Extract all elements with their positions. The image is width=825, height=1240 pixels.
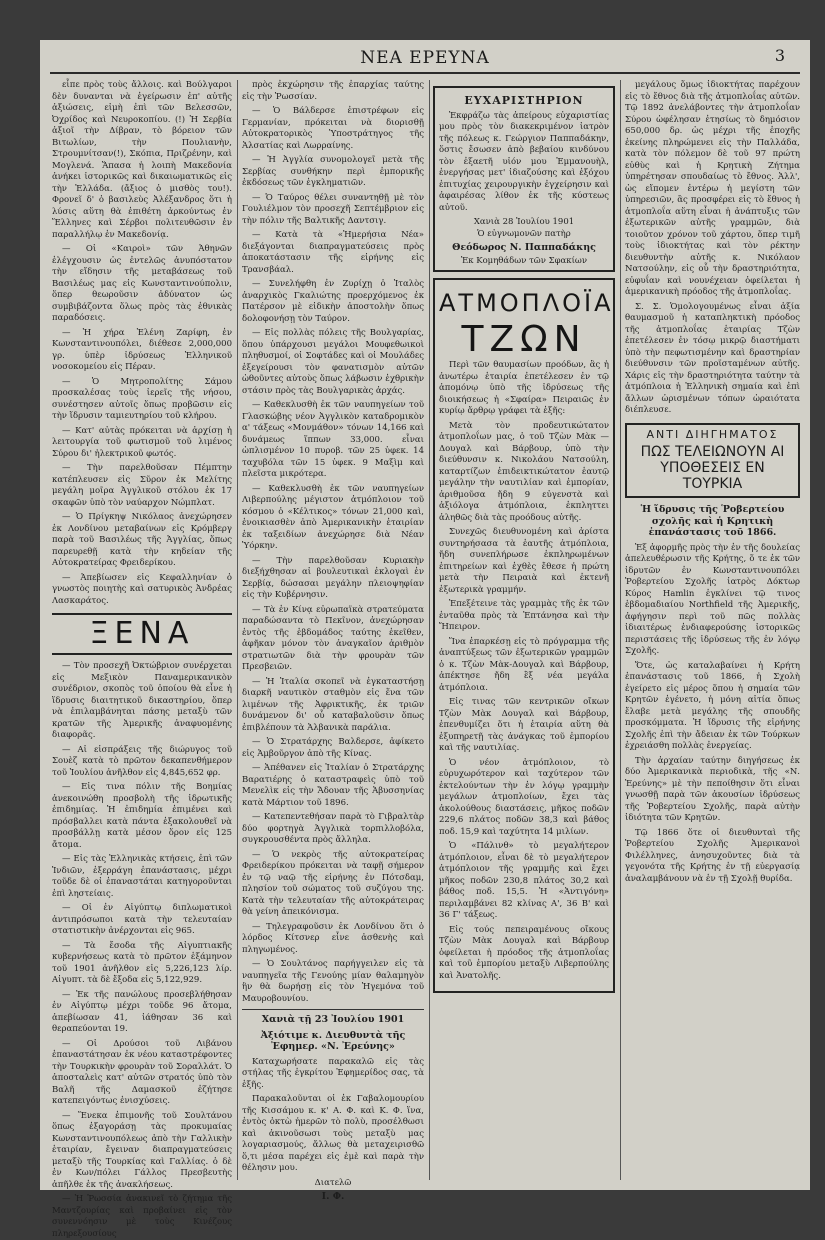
news-item: — Τηλεγραφοῦσιν ἐκ Λονδίνου ὅτι ὁ λόρδος Κίτσνερ εἶνε ἀσθενὴς καὶ πληγωμένος.: [242, 921, 424, 955]
atmoploia-article: [433, 278, 615, 993]
column-3: [433, 80, 615, 1180]
thanks-date: Χανιὰ 28 Ἰουλίου 1901: [473, 217, 575, 227]
news-item: — Ὁ Ταύρος θέλει συναντηθῇ μὲ τὸν Γουλιέλμον τὸν προσεχῆ Σεπτέμβριον εἰς τὴν πόλιν τῆς Βαλτικῆς Δαντσιγ.: [242, 192, 424, 226]
news-item: — Οἱ ἐν Αἰγύπτῳ διπλωματικοὶ ἀντιπρόσωποι κατὰ τὴν τελευταίαν στατιστικὴν ἀνέρχονται εἰς 965.: [52, 903, 232, 936]
news-item: — Ἡ Ῥωσσία ἀνακινεῖ τὸ ζήτημα τῆς Μαντζουρίας καὶ προβαίνει εἰς τὸν συνεννόησιν μὲ τοὺς Κινέζους πληρεξουσίους: [52, 1194, 232, 1239]
article-paragraph: Ἵνα ἐπαρκέσῃ εἰς τὸ πρόγραμμα τῆς ἀναπτύξεως τῶν ἐξωτερικῶν γραμμῶν ὁ κ. Τζὼν Μὰκ-Δουγαλ καὶ Βάρβουρ, ἀπέκτησε ἤδη ἓξ νέα μεγάλα ἀτμόπλοια.: [439, 636, 609, 693]
news-item: πρὸς ἐκχώρησιν τῆς ἐπαρχίας ταύτης εἰς τὴν Ῥωσσίαν.: [242, 80, 424, 102]
column-2: [242, 80, 424, 1202]
news-item: — Εἰς τινα πόλιν τῆς Βοημίας ἀνεκοινώθη προσβολὴ τῆς ἰδρωτικῆς ἐπιδημίας. Ἡ ἐπιδημία ἐπιμένει καὶ πρόσβαλλει κατὰ πάντα ἐξακολουθεῖ νὰ προσβάλλῃ κατὰ μέσον ὅρον εἰς 125 ἄτομα.: [52, 782, 232, 850]
news-item: — Ἐκ τῆς πανώλους προσεβλήθησαν ἐν Αἰγύπτῳ μέχρι τοῦδε 96 ἄτομα, ἀπεβίωσαν 41, ἰάθησαν 36 καὶ θεραπεύονται 19.: [52, 989, 232, 1034]
news-item: — Τὰ ἐν Κίνᾳ εὐρωπαϊκὰ στρατεύματα παραδώσαντα τὸ Πεκῖνον, ἀνεχώρησαν ἐντὸς τῆς ἑβδομάδος ταύτης ἐκεῖθεν, ἀφῆκαν μόνον τὸν ἀναγκαῖον ἀριθμὸν στρατιωτῶν διὰ τὴν φρουρὰν τῶν Πρεσβειῶν.: [242, 604, 424, 672]
news-item: — Ἡ Ἀγγλία συνομολογεῖ μετὰ τῆς Σερβίας συνθήκην περὶ ἐμπορικῆς ἐκδόσεως τῶν ἐγκληματιῶν.: [242, 155, 424, 188]
newspaper-page: [40, 40, 810, 1239]
news-item: — Ὁ Πρίγκηψ Νικόλαος ἀνεχώρησεν ἐκ Λονδίνου μεταβαίνων εἰς Κρόμβεργ παρὰ τοῦ Βασιλέως τῆς Ἀγγλίας, ὅπως παρευρεθῇ κατὰ τὴν κηδείαν τῆς Αὐτοκρατείρας Φρειδερίκου.: [52, 512, 232, 568]
news-item: — Συνελήφθη ἐν Ζυρίχῃ ὁ Ἰταλὸς ἀναρχικὸς Γκαλιώτης προερχόμενος ἐκ Πατέρσον μὲ εἰδικὴν ἀποστολὴν ὅπως δολοφονήσῃ τὸν Ταύρον.: [242, 279, 424, 324]
anti-diigimatos-label: ΑΝΤΙ ΔΙΗΓΗΜΑΤΟΣ: [646, 427, 779, 441]
thanks-text: Ἐκφράζω τὰς ἀπείρους εὐχαριστίας μου πρὸς τὸν διακεκριμένον ἰατρὸν τῆς πόλεως κ. Γεώργιον Παππαδάκην, ὅστις ἔσωσεν ἀπὸ βεβαίου κινδύνου τὸν ἐξαετῆ υἱόν μου Ἐμμανουὴλ, ἐνεργήσας μετ' ἰδιαζούσης καὶ ἐξόχου ἐπιτυχίας χειρουργικὴν ἐγχείρησιν καὶ ἀφαιρέσας λίθον ἐκ τῆς κύστεως αὐτοῦ.: [439, 110, 609, 213]
article-paragraph: Σ. Σ. Ὁμολογουμένως εἶναι ἀξία θαυμασμοῦ ἡ καταπληκτικὴ πρόοδος τῆς ἀτμοπλοΐας ἑταιρίας Τζὼν ἐπετέλεσεν ἐν τόσῳ μικρῷ διαστήματι ὑπὸ τὴν πεφωτισμένην καὶ δραστηρίαν διεύθυνσιν τῶν προϊσταμένων αὐτῆς. Χάρις εἰς τὴν δραστηριότητα ταύτην τὰ ἀτμόπλοια ἡ Ἑλληνικὴ σημαία καὶ ἐπὶ ἄλλων ὡρισμένων τόπων ὡραιότατα διέπλευσε.: [625, 301, 800, 415]
article-paragraph: Ἐπεξέτεινε τὰς γραμμὰς τῆς ἐκ τῶν ἐνταῦθα πρὸς τὰ Ἐπτάνησα καὶ τὴν Ἤπειρον.: [439, 599, 609, 632]
article-paragraph: Μετὰ τὸν προδευτικώτατον ἀτμοπλοΐων μας, ὁ τοῦ Τζὼν Μὰκ — Δουγαλ καὶ Βάρβουρ, ὑπὸ τὴν διεύθυνσιν κ. Νικολάου Νατσούλη, καταρτίζων ἐπιδεικτικώτατον ἑαυτῷ μεγάλην τὴν ναυτιλίαν καὶ ἐμπορίαν, ἀριθμοῦσα ἤδη 9 εὐγενστὰ καὶ ἀξιόλογα ἀτμόπλοια, ἐκπληττει ἀληθῶς διὰ τὰς προόδους αὐτῆς.: [439, 420, 609, 523]
column-4: [625, 80, 800, 1180]
news-item: — Κατ' αὐτὰς πρόκειται νὰ ἀρχίσῃ ἡ λειτουργία τοῦ φωτισμοῦ τοῦ λιμένος Σύρου δι' ἠλεκτρικοῦ φωτός.: [52, 425, 232, 459]
header-rule: [50, 72, 800, 74]
letter-closing: Διατελῶ: [314, 1177, 352, 1188]
news-item: — Τὴν παρελθοῦσαν Κυριακὴν διεξήχθησαν αἱ βουλευτικαὶ ἐκλογαὶ ἐν Σερβίᾳ, δώσασαι μεγάλην πλειοψηφίαν εἰς τὴν Κυβέρνησιν.: [242, 555, 424, 600]
article-paragraph: Τῷ 1866 ὅτε οἱ διευθυνταὶ τῆς Ῥοβερτείου Σχολῆς Ἀμερικανοὶ Φιλέλληνες, ἀνησυχοῦντες διὰ τὰ γεγονότα τῆς Κρήτης ἐν τῇ εὐεργασίᾳ ἀναλαμβάνουν νὰ ἐν τῇ Σχολῇ θυρίδα.: [625, 827, 800, 884]
column-divider: [620, 80, 621, 1180]
thanks-title: ΕΥΧΑΡΙΣΤΗΡΙΟΝ: [464, 94, 584, 107]
anti-diigimatos-headline: ΠΩΣ ΤΕΛΕΙΩΝΟΥΝ ΑΙ ΥΠΟΘΕΣΕΙΣ ΕΝ ΤΟΥΡΚΙΑ: [640, 444, 785, 492]
article-paragraph: Ἐξ ἀφορμῆς πρὸς τὴν ἐν τῆς δουλείας ἀπελευθέρωσιν τῆς Κρήτης, ὅ τε ἐκ τῶν ἱδρυτῶν ἐν Κωνσταντινουπόλει Ῥοβερτείου Σχολῆς ἰατρὸς Δόκτωρ Κύρος Hamlin ἐγκλίνει τῷ τινος ἑβδομαδιαίου Northfield τῆς Ἀμερικῆς, ἀφήγησιν περὶ τοῦ πῶς πολλὰς ἰδιαιτέρως ἐνδιαφερούσης ἱστορικῶς περιστάσεις τῆς ἱδρύσεως τῆς ἐν λόγῳ Σχολῆς.: [625, 542, 800, 656]
article-paragraph: Συνεχῶς διευθυνομένη καὶ ἀρίστα συντηρήσασα τὰ ἐαυτῆς ἀτμόπλοια, ἤδη συνεπλήρωσε ἐκπληρωμένων ἐπιτηρείων καὶ ἐχθὲς ἔθεσε ἡ πρώτη μετὰ τὴν Πειραιὰ καὶ ἐκτενῆ ἐξωτερικὰ γραμμήν.: [439, 527, 609, 595]
column-1: [52, 80, 232, 1239]
news-item: — Τὰ ἔσοδα τῆς Αἰγυπτιακῆς κυβερνήσεως κατὰ τὸ πρῶτον ἑξάμηνον τοῦ 1901 ἀνῆλθον εἰς 5,226,123 λίρ. Αἰγυπτ. τὰ δὲ ἔξοδα εἰς 5,122,929.: [52, 940, 232, 985]
thanks-notice: [433, 86, 615, 272]
section-heading-xena: ΞΕΝΑ: [52, 613, 232, 655]
page-header: [40, 40, 810, 70]
article-subheading: Ἡ ἵδρυσις τῆς Ῥοβερτείου σχολῆς καὶ ἡ Κρητικὴ ἐπανάστασις τοῦ 1866.: [640, 504, 785, 538]
article-paragraph: Περὶ τῶν θαυμασίων προόδων, ἃς ἡ ἀνωτέρω ἑταιρία ἐπετέλεσεν ἐν τῷ ἀπομόνῳ ὑπὸ τῆς ἰδρύσεως τῆς διοικήσεως ἡ «Σφαίρα» Πειραιῶς ἐν κυρίῳ ἄρθρῳ γράφει τὰ ἑξῆς:: [439, 360, 609, 416]
letter-heading: Ἀξιότιμε κ. Διευθυντὰ τῆς Ἐφημερ. «Ν. Ἐρεύνης»: [260, 1029, 406, 1052]
thanks-subtitle: Ὁ εὐγνωμονῶν πατὴρ: [477, 228, 571, 239]
letter-paragraph: Καταχωρήσατε παρακαλῶ εἰς τὰς στήλας τῆς ἐγκρίτου Ἐφημερίδος σας, τὰ ἑξῆς.: [242, 1056, 424, 1090]
news-item: — Καθεκλυσθὴ ἐκ τῶν ναυπηγείων Λιβερπούλης μέγιστον ἀτμόπλοιον τοῦ κόσμου ὁ «Κέλτικος» τόνων 21,000 καὶ, ἐνοικιασθὲν ἀπὸ Ἀμερικανικὴν ἑταιρίαν ἐκ ταξειδίων ἀνεχώρησε διὰ Νέαν Ὑόρκην.: [242, 483, 424, 551]
letter-paragraph: Παρακαλοῦνται οἱ ἐκ Γαβαλομουρίου τῆς Κισσάμου κ. κ' Α. Φ. καὶ Κ. Φ. ἵνα, ἐντὸς ὀκτὼ ἡμερῶν τὸ πολὺ, προσέλθωσι καὶ ἀκινοῦσωσι τοὺς μεταξὺ μας λογαριασμούς, ἄλλως θὰ μεταχειρισθῶ ὅ,τι μέσα παρέχει εἰς ἐμὲ καὶ παρὰ τὴν θέλησιν μου.: [242, 1094, 424, 1173]
article-paragraph: Ὁ νέον ἀτμόπλοιον, τὸ εὐρυχωρότερον καὶ ταχύτερον τῶν ἐκτελούντων τὴν ἐν λόγῳ γραμμὴν μεγάλων ἀτμοπλοίων, ἔχει τὰς ἀκολούθους διαστάσεις, μῆκος ποδῶν 229,6 πλάτος ποδῶν 38,3 καὶ βάθος ποδ. 15,9 καὶ ταχύτητα 14 μιλίων.: [439, 757, 609, 837]
news-item: — Κατεπεντεθήσαν παρὰ τὸ Γιβραλτὰρ δύο φορτηγὰ Ἀγγλικὰ τορπιλλοβόλα, συγκρουσθέντα πρὸς ἄλληλα.: [242, 812, 424, 845]
news-item: — Τὴν παρελθοῦσαν Πέμπτην κατέπλευσεν εἰς Σῦρον ἐκ Μελίτης μεγάλη μοῖρα Ἀγγλικοῦ στόλου ἐκ 17 σκαφῶν ὑπὸ τὸν ναύαρχον Νώμπλατ.: [52, 463, 232, 508]
thanks-place: Ἐκ Κομηθάδων τῶν Σφακίων: [460, 255, 588, 266]
column-divider: [429, 80, 430, 1180]
news-item: — Εἰς τὰς Ἑλληνικὰς κτήσεις, ἐπὶ τῶν Ἰνδιῶν, ἐξερράγη ἐπανάστασις, μέχρι τοῦδε δὲ οἱ ἐπαναστάται κατηγοροῦνται ἐπὶ ληστείαις.: [52, 854, 232, 899]
news-item: — Ἡ Ἰταλία σκοπεῖ νὰ ἐγκαταστήσῃ διαρκῆ ναυτικὸν σταθμὸν εἰς ἕνα τῶν λιμένων τῆς Ἀφρικτικῆς, ἐκ τριῶν δυνάμενον δι' οὗ καταβαλοῦσιν ὅπως ἐπιβλέπουν τὰ Ἀλβανικὰ παράλια.: [242, 676, 424, 733]
news-item: — Εἰς πολλὰς πόλεις τῆς Βουλγαρίας, ὅπου ὑπάρχουσι μεγάλοι Μουφεθωικοὶ πληθυσμοί, οἱ Σοφτάδες καὶ οἱ Μουλάδες ἐξεγείρουσι τὸν φανατισμὸν αὐτῶν ὠθοῦντες αὐτοὺς ὅπως λάβωσιν ἐχθρικὴν στάσιν πρὸς τὰς Βουλγαρικὰς ἀρχάς.: [242, 328, 424, 396]
news-item: — Ὁ Βάλδερσε ἐπιστρέφων εἰς Γερμανίαν, πρόκειται νὰ διορισθῇ Αὐτοκρατορικὸς Ὑποστράτηγος τῆς Ἀλσατίας καὶ Λωρραίνης.: [242, 106, 424, 151]
news-item: — Τὸν προσεχῆ Ὀκτώβριον συνέρχεται εἰς Μεξικὸν Παναμερικανικὸν συνέδριον, σκοπὸς τοῦ ὁποίου θὰ εἶνε ἡ ἵδρυσις διαιτητικοῦ δικαστηρίου, ὅπερ νὰ ἐπιλαμβάνηται πάσης μεταξὺ τῶν κρατῶν τῆς Ἀμερικῆς ἀναφυομένης διαφορᾶς.: [52, 661, 232, 740]
news-item: — Οἱ «Καιροὶ» τῶν Ἀθηνῶν ἐλέγχουσιν ὡς ἐντελῶς ἀνυπόστατον τὴν εἴδησιν τῆς μεταβάσεως τοῦ Βασιλέως μας εἰς Κωνσταντινούπολιν, ὅπερ θεωροῦσιν ἀδύνατον ὡς συμβιβάζοντα ὅλως πρὸς τὰς ἐθνικὰς παραδόσεις.: [52, 244, 232, 323]
news-item: — Ἕνεκα ἐπιμονῆς τοῦ Σουλτάνου ὅπως ἐξαγοράσῃ τὰς προκυμαίας Κωνσταντινουπόλεως ἀπὸ τὴν Γαλλικὴν ἑταιρίαν, ἔγειναν διαπραγματεύσεις μεταξὺ τῆς Τουρκίας καὶ Γαλλίας. ὁ δὲ ἐν Κων/πόλει Γάλλος Πρεσβευτὴς ἀπῆλθε ἐκ τῆς ἀνακλήσεως.: [52, 1110, 232, 1190]
article-paragraph: μεγάλους ὅμως ἰδιοκτήτας παρέχουν εἰς τὸ ἔθνος διὰ τῆς ἀτμοπλοΐας αὐτῶν. Τῷ 1892 ἀνελάβοντες τὴν ἀτμοπλοΐαν Σύρου ὠφέλησαν ἐτησίως τὸ δημόσιον 650,000 δρ. ὡς μέχρι τῆς ἐποχῆς ἐκείνης πληρώμενει εἰς τὴν Παλλάδα, κατὰ τὸν πόλεμον δὲ τοῦ 97 πρώτη εὐθὺς καὶ ἡ Κρητικὴ Ζήτημα ὑπηρέτησαν σπουδαίως τὸ ἔθνος. Ἀλλ', ὡς εἴπομεν ἐντέρω ἡ μεγίστη τῶν ὑπηρεσιῶν, ἂς προσφέρει εἰς τὸ ἔθνος ἡ ἀτμοπλοΐα αὕτη εἶναι ἡ ἀνάπτυξις τῶν ἐξωτερικῶν αὐτῆς γραμμῶν, διὰ τοιοῦτον χρόνον τοῦ χάρτου, ὅπερ τιμῆ τοὺς ἰδιοκτήτας καὶ τὸν ρέκτην διευθυντὴν αὐτῆς κ. Νικόλαον Νατσούλην, εἰς οὗ τὴν δραστηριότητα, εὐφυΐαν καὶ νουνέχειαν ὀφείλεται ἡ ἀμερικανικὴ πρόοδος τῆς ἀτμοπλοΐας.: [625, 80, 800, 297]
news-item: — Καθεκλυσθὴ ἐκ τῶν ναυπηγείων τοῦ Γλασκώβης νέον Ἀγγλικὸν καταδρομικὸν α' τάξεως «Μονμάθον» τόνων 14,166 καὶ δυνάμεως ἵππων 33,000. εἶναι ὡπλισμένον 10 πυροβ. τῶν 25 ὑφεκ. 14 ταχυβόλα τῶν 15 ὑφεκ. 9 Μαξὶμ καὶ πλεῖστα μικρότερα.: [242, 400, 424, 479]
news-item: — Ἡ χήρα Ἑλένη Ζαρίφη, ἐν Κωνσταντινουπόλει, διέθεσε 2,000,000 γρ. ὑπὲρ ἱδρύσεως Ἑλληνικοῦ νοσοκομείου εἰς Πέραν.: [52, 327, 232, 372]
article-paragraph: Ὁ «Πάλινθ» τὸ μεγαλήτερον ἀτμόπλοιον, εἶναι δὲ τὸ μεγαλήτερον ἀτμόπλοιον τῆς γραμμῆς καὶ ἔχει μῆκος ποδῶν 230,8 πλάτος 30,2 καὶ βάθος ποδ. 15,5. Ἡ «Ἀντιγόνη» περιλαμβάνει 82 κλίνας Α', 36 Β' καὶ 36 Γ' τάξεως.: [439, 841, 609, 920]
letter-signature: Ι. Φ.: [321, 1191, 345, 1202]
page-number: 3: [774, 46, 785, 65]
news-item: — Ὁ Μητροπολίτης Σάμου προσκαλέσας τοὺς ἱερεῖς τῆς νήσου, συνέστησεν αὐτοῖς ὅπως προβῶσιν εἰς τὴν ἵδρυσιν ταμιευτηρίου τοῦ κλήρου.: [52, 376, 232, 421]
newspaper-title: ΝΕΑ ΕΡΕΥΝΑ: [360, 48, 490, 68]
article-paragraph: εἶπε πρὸς τοὺς ἄλλοις. καὶ Βούλγαροι δὲν δυνανται νὰ ἐγείρωσιν ἐπ' αὐτῆς ἀξιώσεις, εἰμὴ ἐπὶ τῶν Βελεσσῶν, Ὀχρίδος καὶ Νευροκοπίου. (!) Ἡ Σερβία ἀξιοῖ τὴν Δίβραν, τὸ βόρειον τῶν Βιτωλίων, τὴν Πουλιανὴν, Στρουμνίτσαν(!), Σκόπια, Πριζρένην, καὶ Μογλενά. Ἅπασα ἡ λοιπὴ Μακεδονία ἀνήκει ἱστορικῶς καὶ δικαιωματικῶς εἰς τὴν Ἑλλάδα. (ἄξιος ὁ μισθὸς του!). Φρονεῖ δ' ὁ βασιλεὺς Ἀλέξανδρος ὅτι ἡ λύσις αὕτη θὰ ἐπιθέτη ἀρκούντως ἐν Ἕλληνες καὶ Σέρβοι πολιτευθῶσιν ἐν παραλλήλῳ ἐν Μακεδονίᾳ.: [52, 80, 232, 240]
news-item: — Ὁ Στρατάρχης Βαλδερσε, ἀφίκετο εἰς Ἀμβοῦργον ἀπὸ τῆς Κίνας.: [242, 737, 424, 759]
anti-diigimatos-box: [625, 423, 800, 499]
news-item: — Ἀπεβίωσεν εἰς Κεφαλληνίαν ὁ γνωστὸς ποιητὴς καὶ σατυρικὸς Ἀνδρέας Λασκαράτος.: [52, 572, 232, 606]
news-item: — Αἱ εἰσπράξεις τῆς διώρυγος τοῦ Σουὲζ κατὰ τὸ πρῶτον δεκαπενθήμερον τοῦ Ἰουλίου ἀνῆλθον εἰς 4,845,652 φρ.: [52, 744, 232, 778]
article-paragraph: Εἰς τούς πεπειραμένους οἴκους Τζὼν Μὰκ Δουγαλ καὶ Βάρβουρ ὀφείλεται ἡ πρόοδος τῆς ἀτμοπλοΐας καὶ τοῦ ἐμπορίου μεταξὺ Λιβερπούλης καὶ Ἀνατολῆς.: [439, 924, 609, 981]
tzon-title: ΤΖΩΝ: [461, 319, 587, 360]
news-item: — Ὁ Σουλτάνος παρήγγειλεν εἰς τὰ ναυπηγεῖα τῆς Γενούης μίαν θαλαμηγὸν ἢν θὰ δωρήσῃ εἰς τὸν Ἡγεμόνα τοῦ Μαυροβουνίου.: [242, 959, 424, 1004]
article-paragraph: Εἰς τινας τῶν κεντρικῶν οἴκων Τζὼν Μὰκ Δουγαλ καὶ Βάρβουρ, ἐπενθυμίζει ὅτι ἡ ἐταιρία αὕτη θὰ ἐξυπηρετῇ τὰς ἀνάγκας τοῦ ἐμπορίου καὶ τῆς ναυτιλίας.: [439, 697, 609, 753]
letter-date: Χανιὰ τῇ 23 Ἰουλίου 1901: [242, 1009, 424, 1026]
column-divider: [237, 80, 238, 1180]
news-item: — Ὁ νεκρὸς τῆς αὐτοκρατείρας Φρειδερίκου πρόκειται νὰ ταφῇ σήμερον ἐν τῷ ναῷ τῆς εἰρήνης ἐν Πότσδαμ, πλησίον τοῦ σώματος τοῦ συζύγου της. Κατὰ τὴν τελευταίαν τῆς αὐτοκράτειρας θὰ γείνη ἀπεικόνισμα.: [242, 849, 424, 917]
article-paragraph: Τὴν ἀρχαίαν ταύτην διηγήσεως ἐκ δύο Ἀμερικανικὰ περιοδικὰ, τῆς «Ν. Ἐρεύνης» μὲ τὴν πεποίθησιν ὅτι εἶναι γνωσθῇ παρὰ τῶν ἀκουσίων ἱδρύσεως τῆς Ῥοβερτείου Σχολῆς, παρὰ αὐτὴν ἰδιότητα τῶν Κρητῶν.: [625, 755, 800, 823]
article-paragraph: Ὅτε, ὡς καταλαβαίνει ἡ Κρήτη ἐπανάστασις τοῦ 1866, ἡ Σχολὴ ἐγείρετο εἰς μέρος ὅπου ἡ σημαία τῶν Κρητῶν ἐγένετο, ἡ μόνη αἰτία ὅπως ἔλαβε μετὰ μεγάλης τῆς σπουδῆς προσκόμματα. Ἡ ἵδρυσις τῆς εἰρήνης Σχολῆς ἐπὶ τὴν ἄδειαν ἐκ τῶν Τούρκων ἐχρειάσθη πολλὰς ἐνεργείας.: [625, 660, 800, 751]
news-item: — Κατὰ τὰ «Ἡμερήσια Νέα» διεξάγονται διαπραγματεύσεις πρὸς ἀποκατάστασιν τῆς εἰρήνης εἰς Τρανσβάαλ.: [242, 230, 424, 275]
news-item: — Ἀπέθανεν εἰς Ἰταλίαν ὁ Στρατάρχης Βαρατιέρης ὁ καταστραφεὶς ὑπὸ τοῦ Μενελὶκ εἰς τὴν Ἄδουαν τῆς Ἀβυσσηνίας κατὰ Μάρτιον τοῦ 1896.: [242, 763, 424, 808]
thanks-signature: Θεόδωρος Ν. Παππαδάκης: [452, 242, 596, 253]
news-item: — Οἱ Δρούσοι τοῦ Λιβάνου ἐπαναστάτησαν ἐκ νέου καταστρέφοντες τὴν Τουρκικὴν φρουρὰν τοῦ Σοραλλάτ. Ὁ ἀποσταλεὶς κατ' αὐτῶν στρατός ὑπὸ τὸν Βαλῆ τῆς Δαμασκοῦ ἐζήτησε κατεπειγόντως ἐνισχύσεις.: [52, 1038, 232, 1106]
atmoploia-title: ΑΤΜΟΠΛΟΪΑ: [439, 289, 614, 317]
